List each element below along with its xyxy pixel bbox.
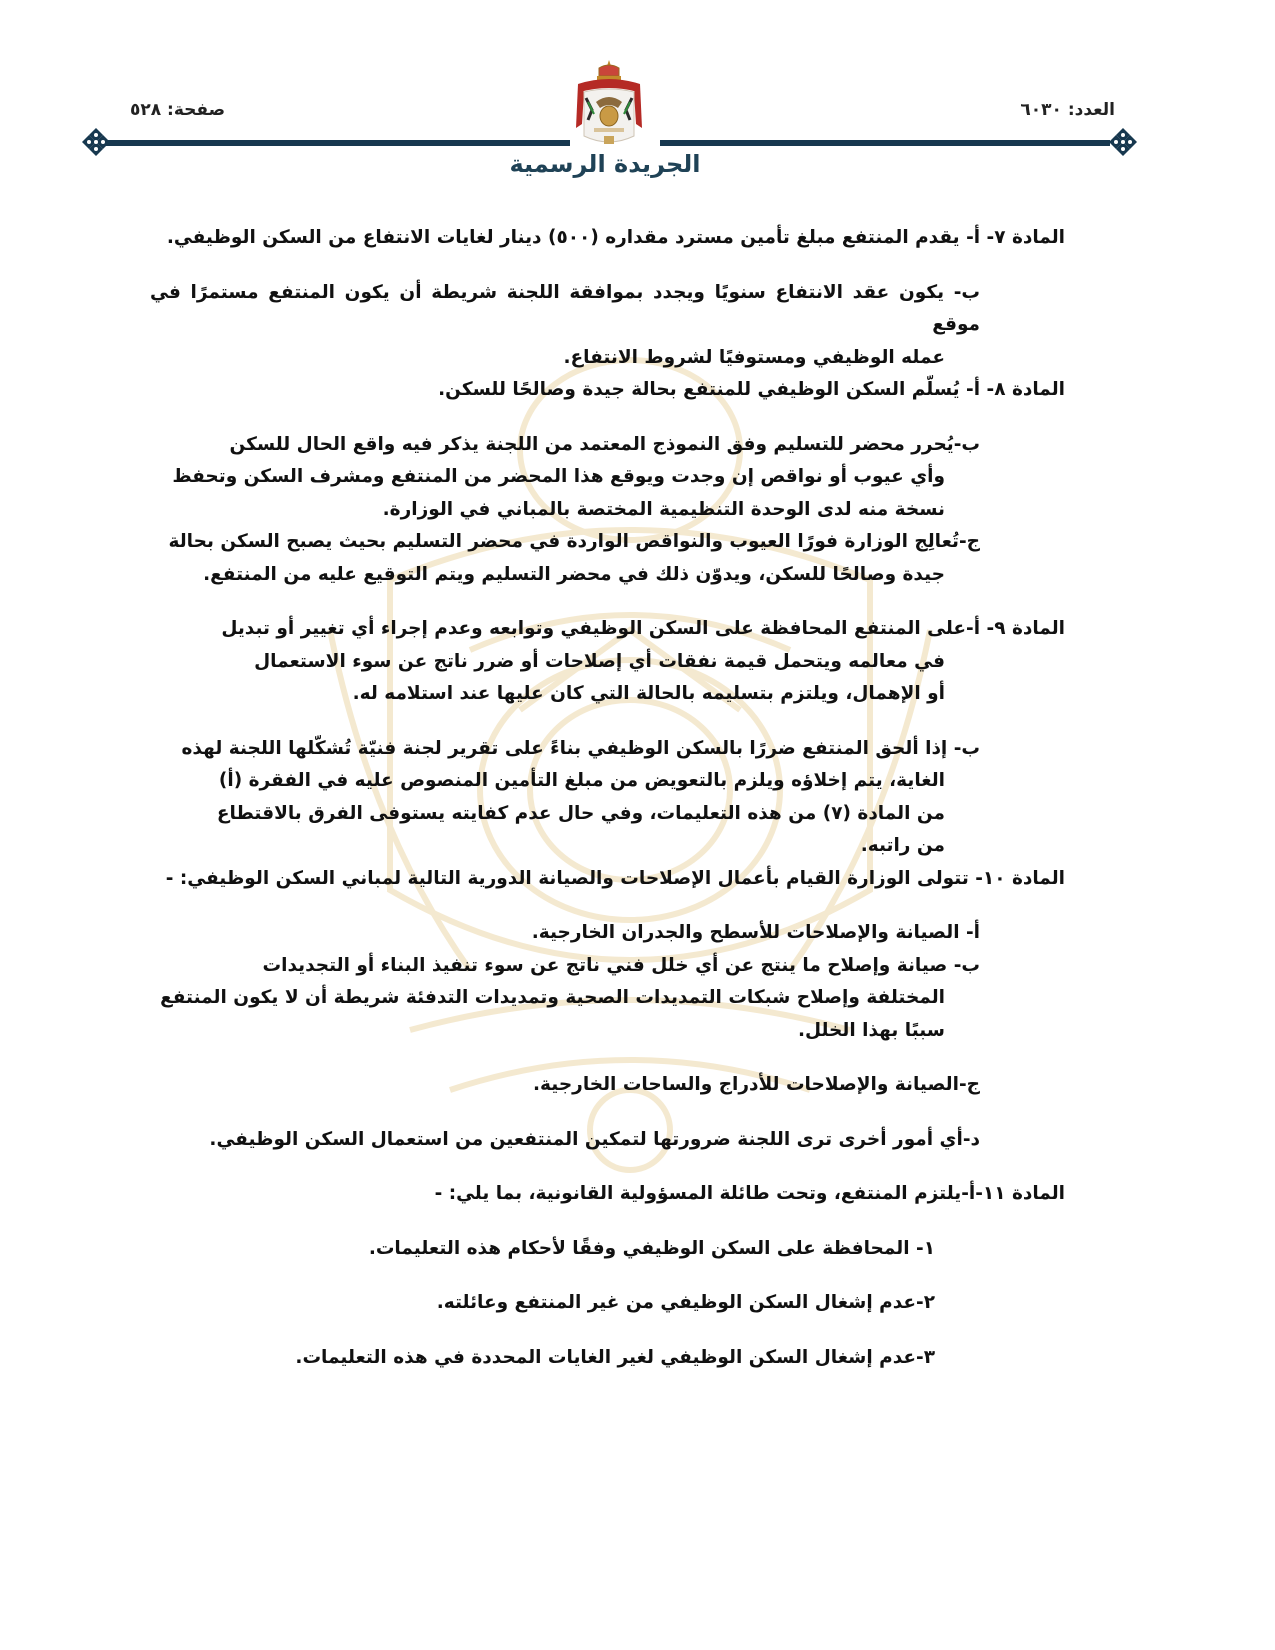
article-8-b-line1: ب-يُحرر محضر للتسليم وفق النموذج المعتمد من اللجنة يذكر فيه واقع الحال للسكن: [229, 433, 980, 455]
article-9-a-line1: المادة ٩- أ-على المنتفع المحافظة على السكن الوظيفي وتوابعه وعدم إجراء أي تغيير أو تبديل: [221, 618, 1065, 639]
article-7-b-line: ب- يكون عقد الانتفاع سنويًا ويجدد بموافقة اللجنة شريطة أن يكون المنتفع مستمرًا في موقع: [150, 281, 980, 335]
article-11-item-2: ٢-عدم إشغال السكن الوظيفي من غير المنتفع وعائلته.: [436, 1292, 935, 1313]
article-10-intro: المادة ١٠- تتولى الوزارة القيام بأعمال الإصلاحات والصيانة الدورية التالية لمباني السكن الوظيفي: -: [165, 867, 1065, 889]
article-10-b-line3: سببًا بهذا الخلل.: [797, 1019, 945, 1041]
article-8: [150, 374, 1065, 591]
document-body: [150, 222, 1065, 1374]
article-9-b-line4: من راتبه.: [860, 835, 945, 856]
article-9-b-line2: الغاية، يتم إخلاؤه ويلزم بالتعويض من مبلغ التأمين المنصوص عليه في الفقرة (أ): [218, 770, 945, 791]
header-rule-left: [100, 140, 570, 146]
article-8-c-line1: ج-تُعالِج الوزارة فورًا العيوب والنواقص الواردة في محضر التسليم بحيث يصبح السكن بحالة: [168, 531, 980, 552]
article-8-a: المادة ٨- أ- يُسلّم السكن الوظيفي للمنتفع بحالة جيدة وصالحًا للسكن.: [438, 379, 1065, 400]
article-10-c: ج-الصيانة والإصلاحات للأدراج والساحات الخارجية.: [533, 1074, 980, 1095]
article-7-b-cont: عمله الوظيفي ومستوفيًا لشروط الانتفاع.: [563, 346, 945, 368]
article-10-b-line1: ب- صيانة وإصلاح ما ينتج عن أي خلل فني ناتج عن سوء تنفيذ البناء أو التجديدات: [262, 954, 980, 976]
article-9-b-line3: من المادة (٧) من هذه التعليمات، وفي حال عدم كفايته يستوفى الفرق بالاقتطاع: [216, 802, 945, 824]
article-8-b-line3: نسخة منه لدى الوحدة التنظيمية المختصة بالمباني في الوزارة.: [382, 498, 945, 520]
article-10-b-line2: المختلفة وإصلاح شبكات التمديدات الصحية وتمديدات التدفئة شريطة أن لا يكون المنتفع: [160, 987, 945, 1008]
article-7-b: [150, 277, 1065, 342]
header-rule-right: [660, 140, 1110, 146]
article-10: [150, 863, 1065, 1157]
page-number: صفحة: ٥٢٨: [130, 100, 226, 120]
article-7-a: المادة ٧- أ- يقدم المنتفع مبلغ تأمين مسترد مقداره (٥٠٠) دينار لغايات الانتفاع من السكن الوظيفي.: [166, 227, 1065, 248]
gazette-title: الجريدة الرسمية: [509, 150, 701, 178]
article-10-d: د-أي أمور أخرى ترى اللجنة ضرورتها لتمكين المنتفعين من استعمال السكن الوظيفي.: [209, 1128, 980, 1150]
article-10-a: أ- الصيانة والإصلاحات للأسطح والجدران الخارجية.: [531, 922, 980, 943]
article-9: [150, 613, 1065, 863]
gazette-header: [0, 0, 1275, 200]
article-11: [150, 1178, 1065, 1374]
article-11-intro: المادة ١١-أ-يلتزم المنتفع، وتحت طائلة المسؤولية القانونية، بما يلي: -: [434, 1183, 1065, 1204]
article-11-item-1: ١- المحافظة على السكن الوظيفي وفقًا لأحكام هذه التعليمات.: [368, 1237, 935, 1259]
article-9-a-line2: في معالمه ويتحمل قيمة نفقات أي إصلاحات أو ضرر ناتج عن سوء الاستعمال: [254, 650, 945, 672]
jordan-coat-of-arms-icon: [572, 58, 646, 154]
issue-number: العدد: ٦٠٣٠: [1020, 100, 1115, 120]
article-8-b-line2: وأي عيوب أو نواقص إن وجدت ويوقع هذا المحضر من المنتفع ومشرف السكن وتحفظ: [172, 466, 945, 487]
article-7: [150, 222, 1065, 374]
article-8-c-line2: جيدة وصالحًا للسكن، ويدوّن ذلك في محضر التسليم ويتم التوقيع عليه من المنتفع.: [203, 563, 945, 585]
article-11-item-3: ٣-عدم إشغال السكن الوظيفي لغير الغايات المحددة في هذه التعليمات.: [295, 1346, 935, 1368]
article-9-a-line3: أو الإهمال، ويلتزم بتسليمه بالحالة التي كان عليها عند استلامه له.: [352, 683, 945, 704]
article-9-b-line1: ب- إذا ألحق المنتفع ضررًا بالسكن الوظيفي بناءً على تقرير لجنة فنيّة تُشكّلها اللجنة لهذه: [181, 737, 980, 759]
